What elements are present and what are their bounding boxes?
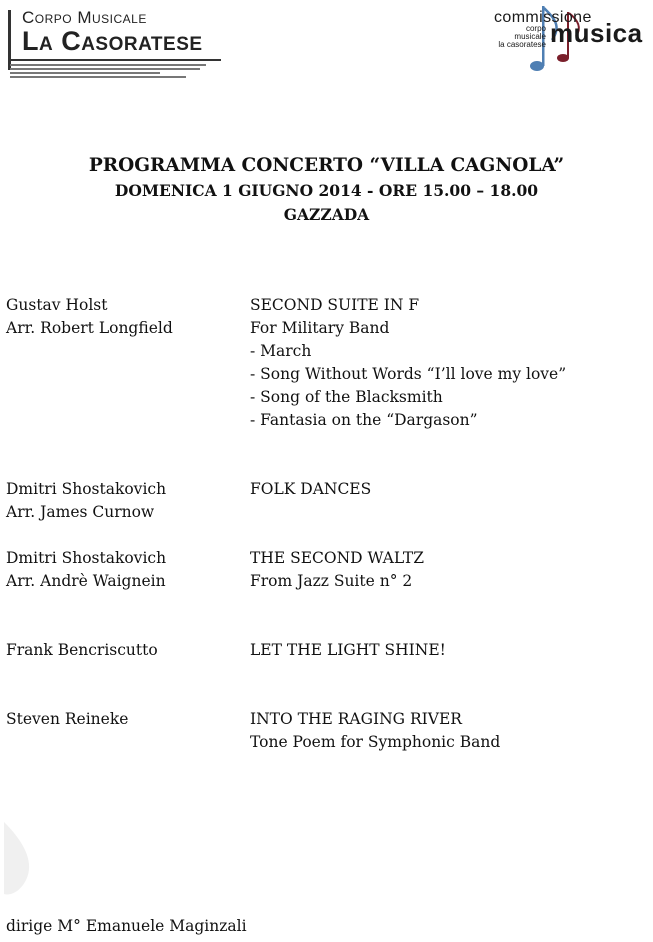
program-composer: Steven Reineke — [6, 710, 129, 728]
concert-date: DOMENICA 1 GIUGNO 2014 - ORE 15.00 – 18.00 — [114, 181, 539, 200]
program-movement: - Fantasia on the “Dargason” — [250, 411, 478, 429]
program-arranger: Arr. Andrè Waignein — [6, 572, 166, 590]
concert-location: GAZZADA — [283, 205, 370, 224]
logo-fine-print-line — [10, 64, 206, 66]
program-movement: - Song Without Words “I’ll love my love” — [250, 365, 567, 383]
logo-fine-print-line — [10, 72, 160, 74]
program-title: LET THE LIGHT SHINE! — [250, 641, 446, 659]
logo-musica: musica — [550, 18, 643, 48]
faint-watermark-shape — [0, 818, 40, 900]
conductor-credit: dirige M° Emanuele Maginzali — [6, 917, 247, 935]
corpo-musicale-logo — [8, 8, 223, 76]
logo-line-1: Corpo Musicale — [22, 8, 147, 27]
program-title: INTO THE RAGING RIVER — [250, 710, 462, 728]
logo-vertical-bar — [8, 10, 11, 70]
program-title: FOLK DANCES — [250, 480, 372, 498]
program-movement: - March — [250, 342, 312, 360]
program-subtitle: For Military Band — [250, 319, 390, 337]
logo-small-text: corpo musicale la casoratese — [498, 24, 546, 49]
logo-fine-print-line — [10, 76, 186, 78]
program-title: SECOND SUITE IN F — [250, 296, 420, 314]
program-arranger: Arr. James Curnow — [6, 503, 155, 521]
program-arranger: Arr. Robert Longfield — [6, 319, 173, 337]
program-subtitle: Tone Poem for Symphonic Band — [250, 733, 501, 751]
program-composer: Dmitri Shostakovich — [6, 549, 167, 567]
page-title: PROGRAMMA CONCERTO “VILLA CAGNOLA” — [88, 155, 565, 176]
program-composer: Gustav Holst — [6, 296, 108, 314]
program-composer: Frank Bencriscutto — [6, 641, 158, 659]
program-title: THE SECOND WALTZ — [250, 549, 425, 567]
logo-rule — [8, 59, 221, 61]
logo-fine-print-line — [10, 68, 200, 70]
program-subtitle: From Jazz Suite n° 2 — [250, 572, 413, 590]
logo-line-2: La Casoratese — [22, 26, 203, 56]
commissione-musica-logo — [492, 4, 647, 76]
program-composer: Dmitri Shostakovich — [6, 480, 167, 498]
program-movement: - Song of the Blacksmith — [250, 388, 443, 406]
logo-commissione: commissione — [494, 9, 592, 26]
